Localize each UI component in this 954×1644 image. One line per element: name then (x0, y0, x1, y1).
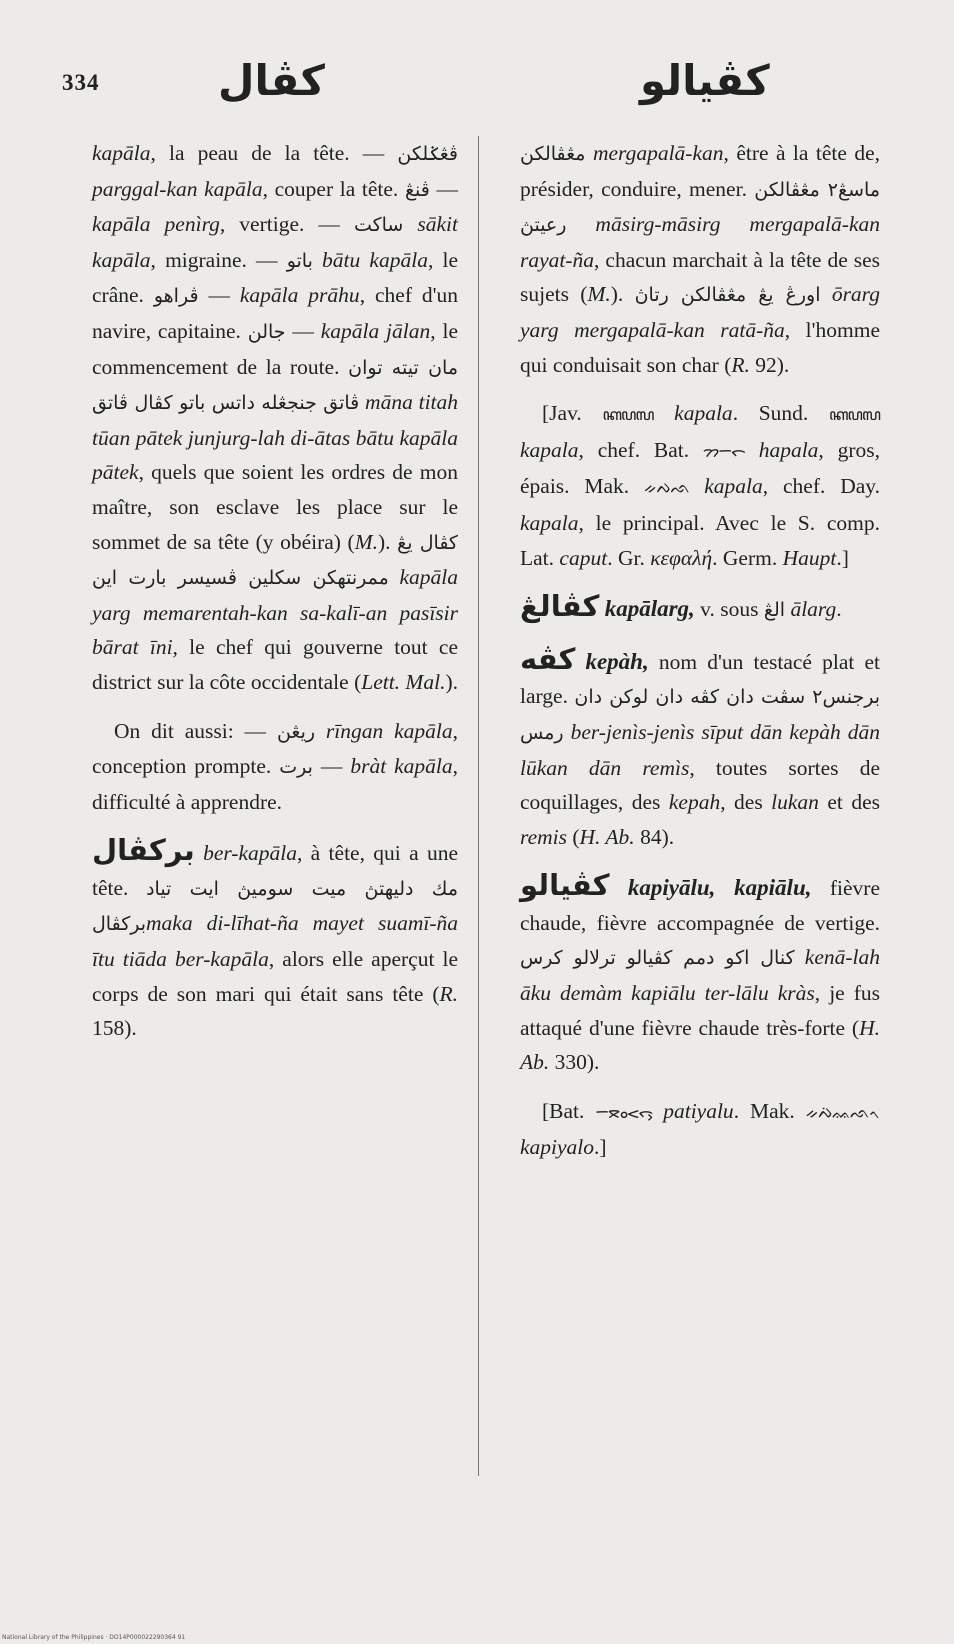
italic-text: κεφαλή (650, 545, 713, 570)
script-glyphs: ᨀᨄᨒ (644, 478, 690, 498)
italic-text: ber-kapāla (203, 841, 297, 866)
entry-kepah (520, 642, 880, 855)
entry-kapiyalu (520, 868, 880, 1080)
text-run: 92). (749, 352, 790, 377)
italic-text: M. (354, 529, 378, 554)
text-run: , couper la tête. (262, 176, 405, 201)
jawi-text: ڤڠݢلكن (397, 143, 458, 165)
text-run (566, 212, 595, 236)
text-run: [Bat. (542, 1098, 596, 1123)
text-run: , le chef qui gouverne tout ce district sur la côte occidentale ( (92, 635, 458, 694)
italic-text: ber-jenìs-jenìs sīput dān kepàh dān lūkan dān remìs (520, 719, 880, 780)
jawi-text: باتو (286, 249, 313, 272)
italic-text: kapiyalo (520, 1135, 595, 1160)
italic-text: kapala (674, 401, 733, 426)
text-run: fièvre chaude, fièvre accompagnée de vertige. (520, 876, 880, 935)
text-run: . Gr. (607, 545, 651, 570)
italic-text: kapāla prāhu (239, 283, 360, 308)
italic-text: R. (731, 352, 750, 377)
text-run (389, 565, 400, 589)
text-run (654, 401, 675, 425)
jawi-text: ساكت (353, 214, 404, 237)
italic-text: kapala (520, 510, 579, 535)
italic-text: kapāla (92, 141, 151, 165)
text-run: , migraine. — (150, 247, 287, 272)
text-run (564, 720, 571, 744)
text-run (689, 474, 704, 498)
italic-text: lukan (771, 790, 819, 815)
script-glyphs: ꦏꦥꦭ (828, 405, 880, 425)
text-run: , le commencement de la route. (92, 318, 458, 379)
text-run: 330). (549, 1050, 600, 1075)
text-run: nom d'un testacé plat et large. (520, 649, 880, 709)
italic-text: ōrarg yarg mergapalā-kan ratā-ña (520, 282, 880, 342)
jawi-text: مك دليهتڽ ميت سوميڽ ايت تياد بركڤال (92, 877, 458, 936)
italic-text: bātu kapāla (322, 247, 428, 272)
jawi-text: برجنس٢ سڤت دان كڤه دان لوكن دان رمس (520, 686, 880, 744)
running-head-left: كڤال (218, 56, 325, 105)
italic-text: kepah (668, 790, 721, 815)
text-run: , le principal. Avec le S. comp. Lat. (520, 510, 880, 570)
italic-text: kapāla yarg memarentah-kan sa-kalī-an pasīsir bārat īni (92, 565, 459, 660)
italic-text: Lett. Mal. (361, 669, 446, 694)
entry-mergapala-kan (520, 136, 880, 382)
italic-text: mergapalā-kan (592, 141, 724, 165)
text-run: 158). (92, 1016, 137, 1041)
script-glyphs: ᨀᨄᨗᨐᨒᨚ (805, 1102, 880, 1122)
text-run: ). (377, 529, 398, 554)
text-run: . Germ. (712, 545, 783, 570)
text-run: et des (818, 790, 880, 815)
jawi-text: مڠڤالكن (520, 143, 586, 165)
italic-text: māsirg-māsirg mergapalā-kan rayat-ña (520, 212, 880, 272)
text-run: , alors elle aperçut le corps de son mari qui était sans tête ( (92, 947, 458, 1006)
headword-latin: kapiyālu, kapiālu, (627, 875, 812, 901)
headword-jawi: كڤالڠ (520, 589, 600, 624)
right-column (520, 136, 880, 1165)
text-run (313, 248, 322, 272)
italic-text: H. Ab. (579, 824, 635, 849)
entry-ber-kapala (92, 833, 458, 1046)
script-glyphs: ꦏꦥꦭ (602, 405, 654, 425)
text-run (195, 841, 203, 865)
italic-text: remis (520, 824, 567, 849)
italic-text: patiyalu (663, 1098, 734, 1123)
text-run: . Mak. (733, 1098, 806, 1123)
entry-kapalarg (520, 589, 880, 628)
jawi-text: ريڠن (276, 720, 316, 743)
text-run: .] (836, 545, 849, 570)
text-run: , chacun marchait à la tête de ses sujets ( (520, 247, 880, 307)
text-run: — (198, 283, 240, 308)
text-run: , l'homme qui conduisait son char ( (520, 317, 880, 377)
text-run (821, 282, 832, 306)
text-run (575, 650, 585, 674)
text-run: , difficulté à apprendre. (92, 754, 459, 814)
text-run: . (836, 597, 842, 622)
text-run: , à tête, qui a une tête. (92, 841, 459, 900)
text-run: , conception prompte. (92, 718, 459, 779)
text-run (586, 141, 593, 165)
italic-text: R. (439, 981, 458, 1006)
text-run: [Jav. (542, 401, 603, 426)
text-run: , des (720, 790, 772, 815)
jawi-text: اورڠ يڠ مڠڤالكن رتاڽ (634, 284, 821, 307)
italic-text: sākit kapāla (92, 212, 458, 272)
jawi-text: مان تيته توان ڤاتق جنجڠله داتس باتو كڤال ڤاتق (92, 356, 458, 415)
page-number: 334 (62, 70, 100, 95)
text-run: — (312, 754, 351, 779)
italic-text: māna titah tūan pātek junjurg-lah di-ātas bātu kapāla pātek (92, 390, 459, 485)
italic-text: kapala (704, 474, 763, 499)
script-glyphs: ᯂᯇᯞ (702, 441, 745, 461)
text-run: , chef d'un navire, capitaine. (92, 283, 459, 343)
text-run: v. sous (694, 597, 764, 622)
entry-kapala (92, 136, 458, 700)
text-run: — (285, 318, 321, 343)
text-run: , la peau de la tête. — (150, 141, 398, 165)
running-head-right: كڤيالو (640, 56, 770, 105)
jawi-text: ڤنڠ (404, 178, 430, 201)
text-run: ). (445, 669, 458, 694)
italic-text: bràt kapāla (350, 754, 453, 779)
jawi-text: الڠ (763, 599, 786, 622)
text-run (610, 876, 628, 900)
text-run: , chef. Bat. (578, 437, 703, 462)
text-run: — (429, 176, 458, 201)
italic-text: M. (587, 282, 611, 307)
text-run: On dit aussi: — (114, 718, 277, 743)
italic-text: kapāla jālan (320, 318, 431, 343)
text-run: , vertige. — (219, 212, 354, 237)
italic-text: ālarg (790, 597, 837, 622)
italic-text: caput (559, 545, 608, 570)
italic-text: rīngan kapāla (325, 718, 453, 743)
text-run: , quels que soient les ordres de mon maître, son esclave les place sur le sommet de sa tête (y obéira) ( (92, 460, 458, 554)
italic-text: hapala (758, 437, 819, 462)
jawi-text: ماسڠ٢ مڠڤالكن رعيتڽ (520, 178, 880, 237)
italic-text: Haupt (782, 545, 837, 570)
left-column (92, 136, 458, 1046)
text-run: ( (566, 824, 580, 849)
jawi-text: كڤال يڠ ممرنتهكن سكلين ڤسيسر بارت این (92, 531, 458, 590)
text-run: . Sund. (732, 401, 829, 426)
italic-text: kenā-lah āku demàm kapiālu ter-lālu kràs (520, 945, 880, 1006)
italic-text: kapala (520, 437, 579, 462)
entry-cognates (520, 396, 880, 575)
jawi-text: جالن (247, 320, 286, 343)
italic-text: maka di-līhat-ña mayet suamī-ña ītu tiāda ber-kapāla (92, 911, 458, 972)
entry-cognates-2 (520, 1094, 880, 1165)
text-run: , gros, épais. Mak. (520, 437, 880, 499)
italic-text: H. Ab. (520, 1015, 880, 1075)
text-run: , toutes sortes de coquillages, des (520, 755, 880, 815)
entry-on-dit-aussi (92, 714, 458, 820)
jawi-text: كنال اكو دمم كڤيالو ترلالو كرس (520, 947, 795, 970)
headword-jawi: كڤيالو (520, 868, 610, 903)
jawi-text: برت (279, 756, 313, 779)
text-run (745, 438, 759, 462)
italic-text: parggal-kan kapāla (92, 176, 263, 201)
headword-latin: kepàh, (585, 648, 649, 674)
headword-latin: kapālarg, (604, 596, 695, 622)
text-run: 84). (634, 824, 675, 849)
text-run (652, 1099, 663, 1123)
text-run: , je fus attaqué d'une fièvre chaude très-forte ( (520, 981, 881, 1040)
text-run: , chef. Day. (762, 474, 880, 499)
headword-jawi: كڤه (520, 641, 576, 676)
text-run: , le crâne. (92, 247, 459, 308)
text-run: .] (594, 1135, 607, 1160)
column-divider (478, 136, 479, 1476)
italic-text: kapāla penìrg (92, 212, 220, 237)
text-run (403, 212, 417, 236)
text-run (795, 945, 805, 969)
text-run: , être à la tête de, présider, conduire, mener. (520, 141, 881, 201)
script-glyphs: ᯇᯖᯪᯝᯞᯮ (595, 1102, 653, 1122)
text-run (315, 719, 326, 743)
text-run: ). (610, 282, 635, 307)
jawi-text: ڤراهو (153, 285, 199, 308)
headword-jawi: بركڤال (92, 833, 195, 868)
scan-credit: National Library of the Philippines · DO14P000022290364 91 (2, 1634, 186, 1641)
